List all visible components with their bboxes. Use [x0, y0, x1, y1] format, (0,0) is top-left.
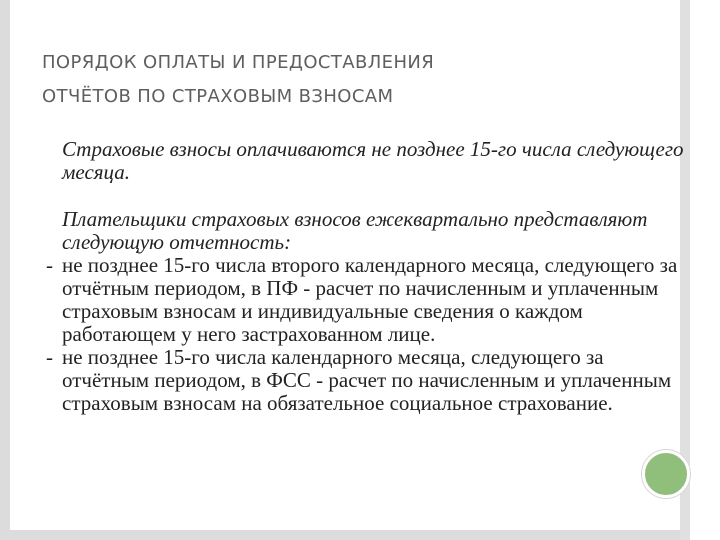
- bullet-item-pf: [46, 254, 686, 346]
- bullet-item-fss: [46, 346, 686, 415]
- payment-deadline-paragraph: Страховые взносы оплачиваются не позднее 15-го числа следующего месяца.: [62, 137, 684, 184]
- bullet-text-fss: не позднее 15-го числа календарного месяца, следующего за отчётным периодом, в ФСС - расчет по начисленным и уплаченным страховым взносам на обязательное социальное страхование.: [62, 345, 672, 415]
- slide-body: [46, 138, 686, 415]
- bullet-marker: -: [46, 253, 53, 277]
- decorative-green-circle-icon: [642, 450, 690, 498]
- paragraph-gap: [46, 184, 686, 208]
- bullet-text-pf: не позднее 15-го числа второго календарного месяца, следующего за отчётным периодом, в ПФ - расчет по начисленным и уплаченным страховым взносам и индивидуальные сведения о каждом работающем у него застрахованном лице.: [62, 253, 678, 346]
- title-line-1: ПОРЯДОК ОПЛАТЫ И ПРЕДОСТАВЛЕНИЯ: [42, 52, 435, 73]
- title-line-2: ОТЧЁТОВ ПО СТРАХОВЫМ ВЗНОСАМ: [42, 86, 394, 107]
- reporting-intro-paragraph: Плательщики страховых взносов ежеквартально представляют следующую отчетность:: [62, 207, 648, 254]
- bullet-marker: -: [46, 345, 53, 369]
- slide-title: [42, 46, 642, 114]
